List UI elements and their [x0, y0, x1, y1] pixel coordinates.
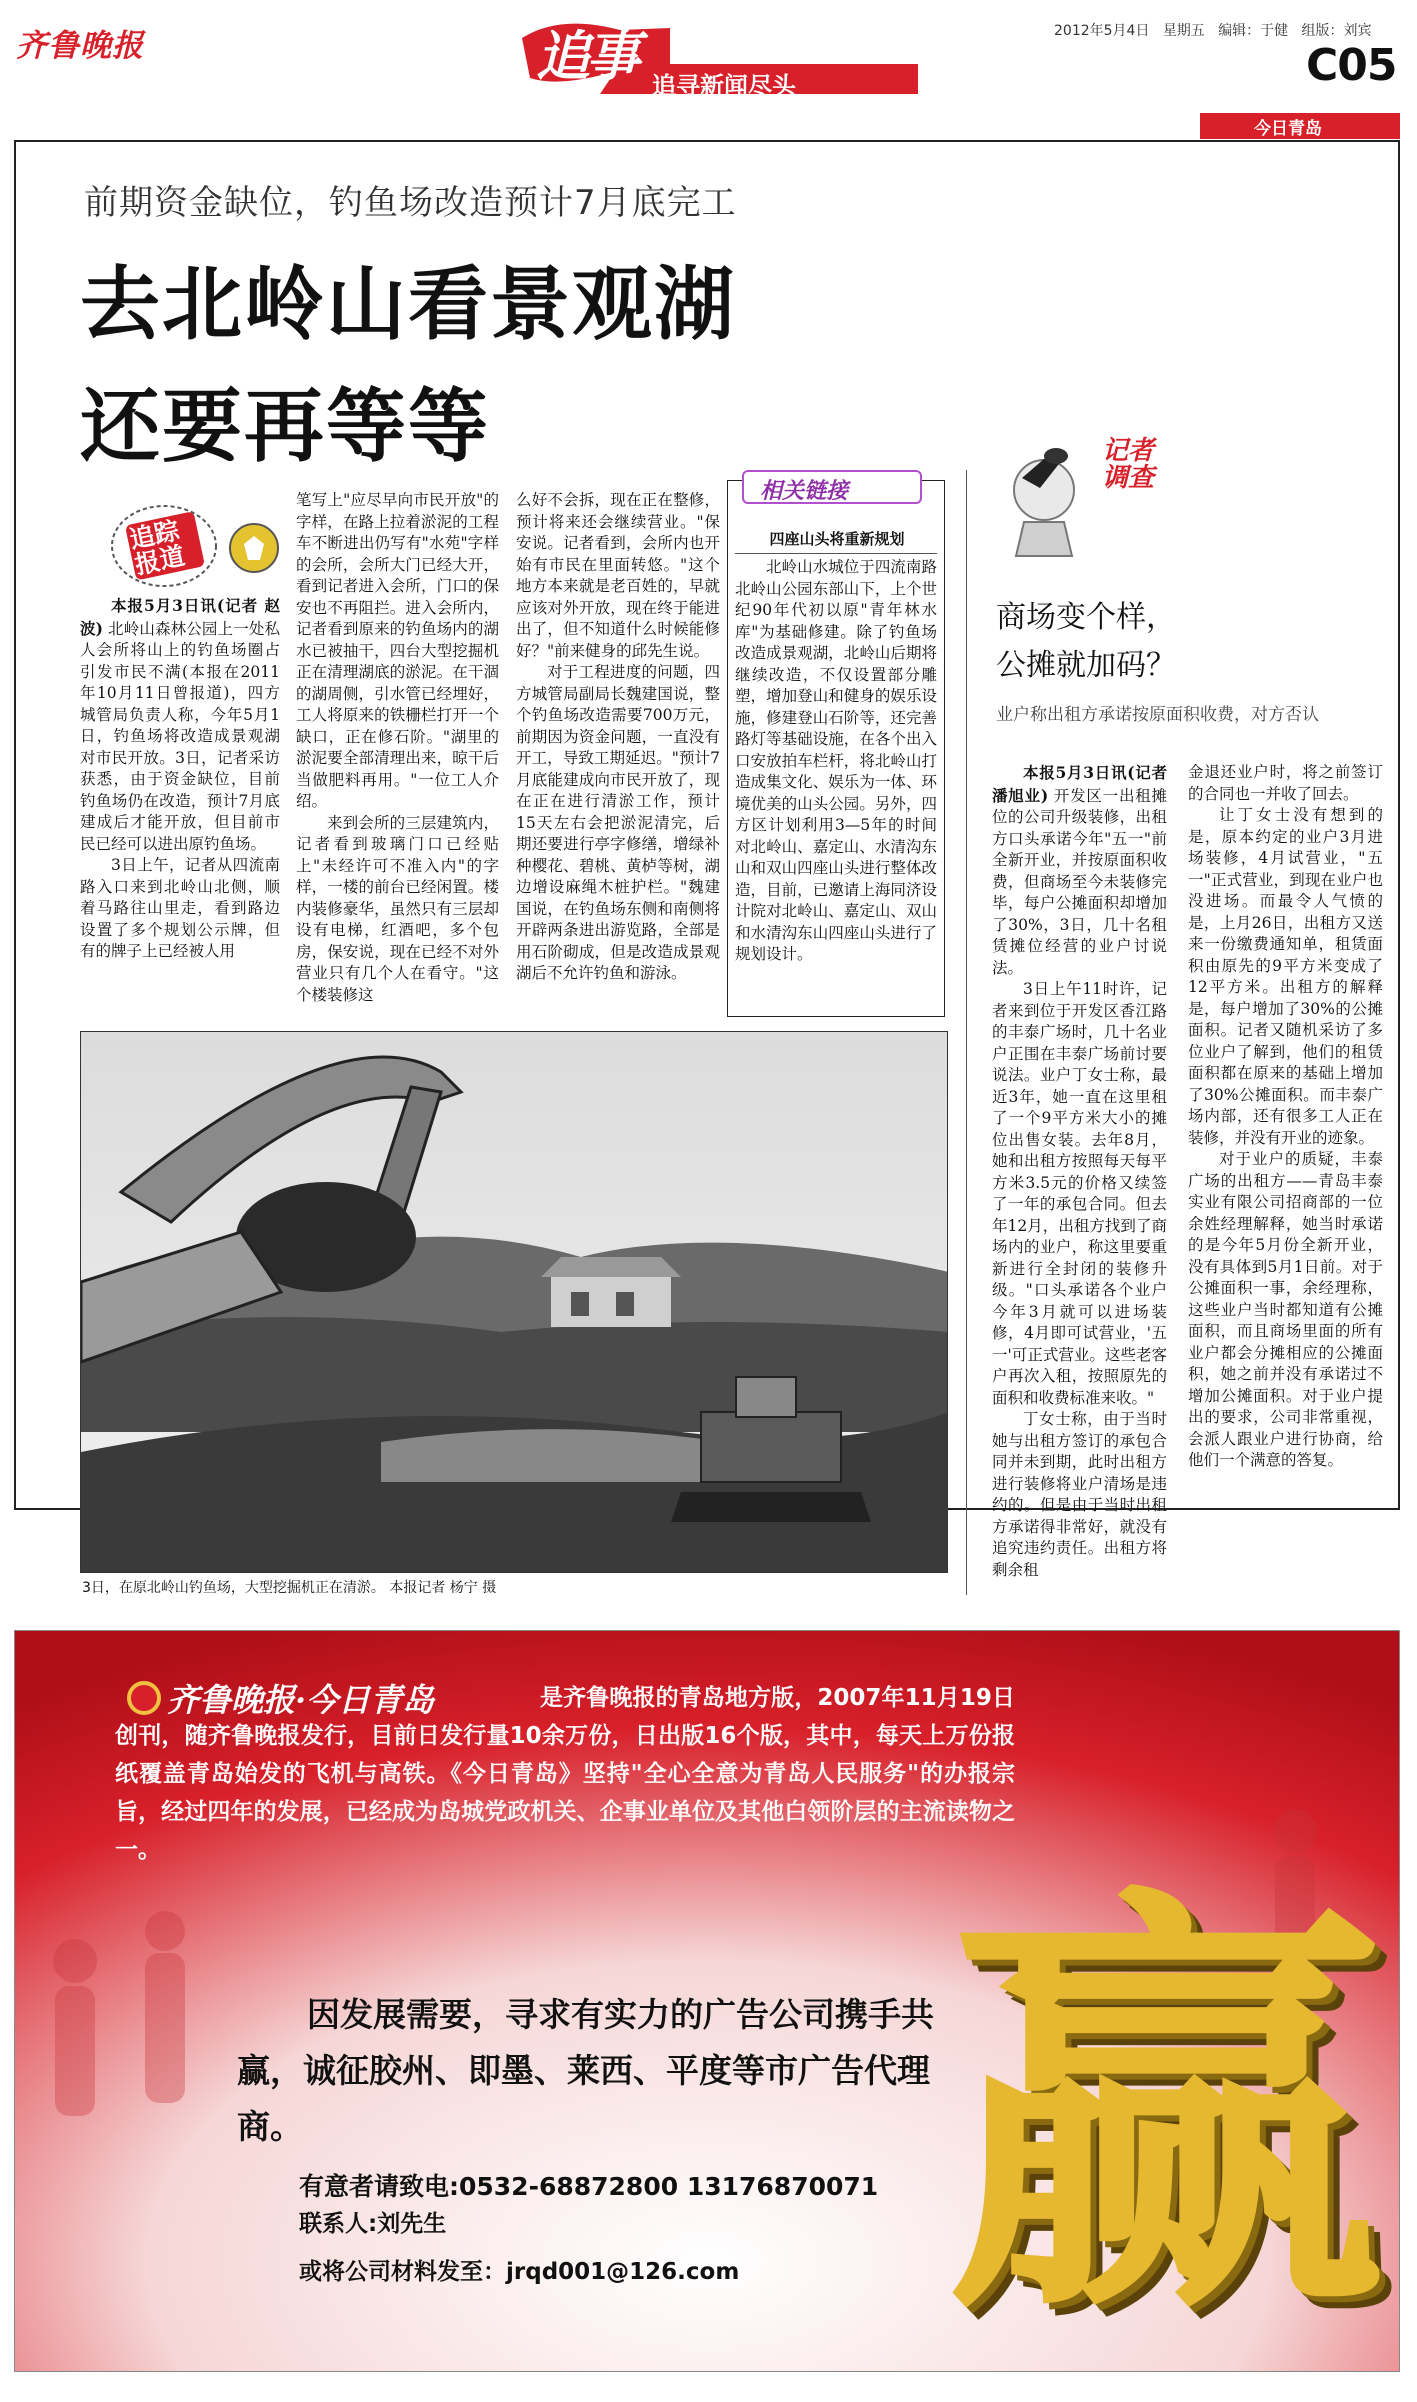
right-col1-para-1 [992, 762, 1167, 979]
photo-caption: 3日，在原北岭山钓鱼场，大型挖掘机正在清淤。 本报记者 杨宁 摄 [82, 1580, 497, 1596]
right-title-1: 商场变个样， [996, 600, 1176, 635]
col1-para-2: 3日上午，记者从四流南路入口来到北岭山北侧，顺着马路往山里走，看到路边设置了多个规划公示牌，但有的牌子上已经被人用 [80, 856, 280, 960]
article-column-1 [80, 595, 280, 963]
related-links-para: 北岭山水城位于四流南路北岭山公园东部山下，上个世纪90年代初以原"青年林水库"为基础修建。除了钓鱼场改造成景观湖，北岭山后期将继续改造，不仅设置部分雕塑，增加登山和健身的娱乐设施，修建登山石阶等，还完善路灯等基础设施，在各个出入口安放拍车栏杆，将北岭山打造成集文化、娱乐为一体、环境优美的山头公园。另外，四方区计划利用3—5年的时间对北岭山、嘉定山、水清沟东山和双山四座山头进行整体改造，目前，已邀请上海同济设计院对北岭山、嘉定山、双山和水清沟东山四座山头进行了规划设计。 [735, 558, 937, 963]
right-subtitle: 业户称出租方承诺按原面积收费，对方否认 [996, 705, 1319, 725]
article-headline-2: 还要再等等 [80, 380, 490, 473]
related-links-title: 四座山头将重新规划 [769, 530, 905, 548]
issue-weekday: 星期五 [1162, 23, 1205, 39]
col2-para-2: 来到会所的三层建筑内，记者看到玻璃门口已经贴上"未经许可不准入内"的字样，一楼的前台已经闲置。楼内装修豪华，虽然只有三层却设有电梯，红酒吧，多个包房，保安说，现在已经不对外营业只有几个人在看守。"这个楼装修这 [296, 813, 499, 1004]
column-logo [520, 8, 920, 100]
right-col1-lead: 本报5月3日讯(记者 潘旭业) [992, 763, 1167, 805]
right-column-1 [992, 762, 1167, 1581]
section-label: 今日青岛 [1254, 119, 1322, 139]
right-title-2: 公摊就加码？ [996, 648, 1176, 683]
badge-label: 记者调查 [1102, 436, 1155, 493]
col1-para-1 [80, 595, 280, 855]
ad-brand: 齐鲁晚报·今日青岛 [167, 1681, 435, 1719]
ad-contact-phone: 有意者请致电:0532-68872800 13176870071 [299, 2172, 879, 2201]
article-kicker: 前期资金缺位，钓鱼场改造预计7月底完工 [84, 183, 737, 223]
col1-lead: 本报5月3日讯(记者 赵波) [80, 596, 280, 638]
ad-intro: 是齐鲁晚报的青岛地方版，2007年11月19日创刊，随齐鲁晚报发行，目前日发行量10余万份，日出版16个版，其中，每天上万份报纸覆盖青岛始发的飞机与高铁。《今日青岛》坚持"全心全意为青岛人民服务"的办报宗旨，经过四年的发展，已经成为岛城党政机关、企事业单位及其他白领阶层的主流读物之一。 [115, 1685, 1015, 1863]
right-col1-para-2: 3日上午11时许，记者来到位于开发区香江路的丰泰广场时，几十名业户正围在丰泰广场前讨要说法。业户丁女士称，最近3年，她一直在这里租了一个9平方米大小的摊位出售女装。去年8月，她和出租方按照每天每平方米3.5元的价格又续签了一年的承包合同。但去年12月，出租方找到了商场内的业户，称这里要重新进行全封闭的装修升级。"口头承诺各个业户今年3月就可以进场装修，4月即可试营业，'五一'可正式营业。这些老客户再次入租，按照原先的面积和收费标准来收。" [992, 980, 1167, 1407]
page-number: C05 [1306, 40, 1397, 91]
tracking-report-badge [104, 498, 292, 590]
issue-date: 2012年5月4日 [1054, 23, 1150, 39]
col3-para-1: 么好不会拆，现在正在整修，预计将来还会继续营业。"保安说。记者看到，会所内也开始有市民在里面转悠。"这个地方本来就是老百姓的，早就应该对外开放，现在终于能进出了，但不知道什么时候能修好？"前来健身的邱先生说。 [516, 491, 720, 660]
article-column-2 [296, 490, 499, 1006]
masthead: 齐鲁晚报 [16, 28, 144, 64]
column-logo-text: 追事 [536, 24, 636, 88]
excavator-photo-image [81, 1032, 948, 1573]
badge-text: 追踪报道 [126, 515, 188, 580]
related-links-rule [735, 553, 937, 554]
col2-para-1: 笔写上"应尽早向市民开放"的字样，在路上拉着淤泥的工程车不断进出仍写有"水苑"字样的会所，会所大门已经大开，看到记者进入会所，门口的保安也不再阻拦。进入会所内，记者看到原来的钓鱼场内的湖水已被抽干，四台大型挖掘机正在清理湖底的淤泥。在干涸的湖周侧，引水管已经埋好，工人将原来的铁栅栏打开一个缺口，正在修石阶。"湖里的淤泥要全部清理出来，晾干后当做肥料再用。"一位工人介绍。 [296, 491, 499, 810]
excavator-photo [80, 1031, 948, 1573]
reporter-investigation-badge [992, 430, 1182, 560]
advertisement [14, 1630, 1400, 2372]
editor-credit: 编辑：于健 [1218, 23, 1289, 39]
column-slogan: 追寻新闻尽头 [652, 72, 796, 100]
right-col1-lead-text: 开发区一出租摊位的公司升级装修，出租方口头承诺今年"五一"前全新开业，并按原面积收费，但商场至今未装修完毕，每户公摊面积却增加了30%，3日，几十名租赁摊位经营的业户讨说法。 [992, 786, 1167, 977]
ad-recruit: 因发展需要，寻求有实力的广告公司携手共赢，诚征胶州、即墨、莱西、平度等市广告代理商。 [237, 1995, 934, 2146]
article-headline-1: 去北岭山看景观湖 [80, 258, 736, 351]
column-pinyin: zhuishi [616, 14, 668, 29]
col3-para-2: 对于工程进度的问题，四方城管局副局长魏建国说，整个钓鱼场改造需要700万元，前期因为资金问题，一直没有开工，导致工期延迟。"预计7月底能建成向市民开放了，现在正在进行清淤工作，预计15天左右会把淤泥清完，后期还要进行亭字修缮，增绿补种樱花、碧桃、黄栌等树，湖边增设麻绳木桩护栏。"魏建国说，在钓鱼场东侧和南侧将开辟两条进出游览路，全部是用石阶砌成，但是改造成景观湖后不允许钓鱼和游泳。 [516, 663, 720, 982]
header-meta [1054, 20, 1372, 40]
right-col2-para-2: 让丁女士没有想到的是，原本约定的业户3月进场装修，4月试营业，"五一"正式营业，到现在业户也没进场。而最令人气愤的是，上月26日，出租方又送来一份缴费通知单，租赁面积由原先的9平方米变成了12平方米。出租方的解释是，每户增加了30%的公摊面积。记者又随机采访了多位业户了解到，他们的租赁面积都在原来的基础上增加了30%公摊面积。而丰泰广场内部，还有很多工人正在装修，并没有开业的迹象。 [1188, 806, 1383, 1147]
right-col1-para-3: 丁女士称，由于当时她与出租方签订的承包合同并未到期，此时出租方进行装修将业户清场是违约的。但是由于当时出租方承诺得非常好，就没有追究违约责任。出租方将剩余租 [992, 1410, 1167, 1579]
related-links-label: 相关链接 [760, 479, 849, 504]
ad-big-character: 赢 [945, 1855, 1385, 2367]
col1-lead-text: 北岭山森林公园上一处私人会所将山上的钓鱼场圈占引发市民不满(本报在2011年10月11日曾报道)，四方城管局负责人称，今年5月1日，钓鱼场将改造成景观湖对市民开放。3日，记者采访获悉，由于资金缺位，目前钓鱼场仍在改造，预计7月底建成后才能开放，但目前市民已经可以进出原钓鱼场。 [80, 619, 280, 853]
layout-credit: 组版：刘宾 [1301, 23, 1372, 39]
article-column-3 [516, 490, 720, 985]
related-links-text [735, 557, 937, 966]
right-col2-para-1: 金退还业户时，将之前签订的合同也一并收了回去。 [1188, 763, 1383, 803]
right-column-2 [1188, 762, 1383, 1472]
right-col2-para-3: 对于业户的质疑，丰泰广场的出租方——青岛丰泰实业有限公司招商部的一位余姓经理解释，她当时承诺的是今年5月份全新开业，没有具体到5月1日前。对于公摊面积一事，余经理称，这些业户当时都知道有公摊面积，而且商场里面的所有业户都会分摊相应的公摊面积，她之前并没有承诺过不增加公摊面积。对于业户提出的要求，公司非常重视，会派人跟业户进行协商，给他们一个满意的答复。 [1188, 1150, 1383, 1469]
ad-contact-person: 联系人:刘先生 [299, 2211, 447, 2237]
right-column-divider [966, 470, 967, 1595]
ad-contact-email: 或将公司材料发至：jrqd001@126.com [299, 2259, 740, 2285]
